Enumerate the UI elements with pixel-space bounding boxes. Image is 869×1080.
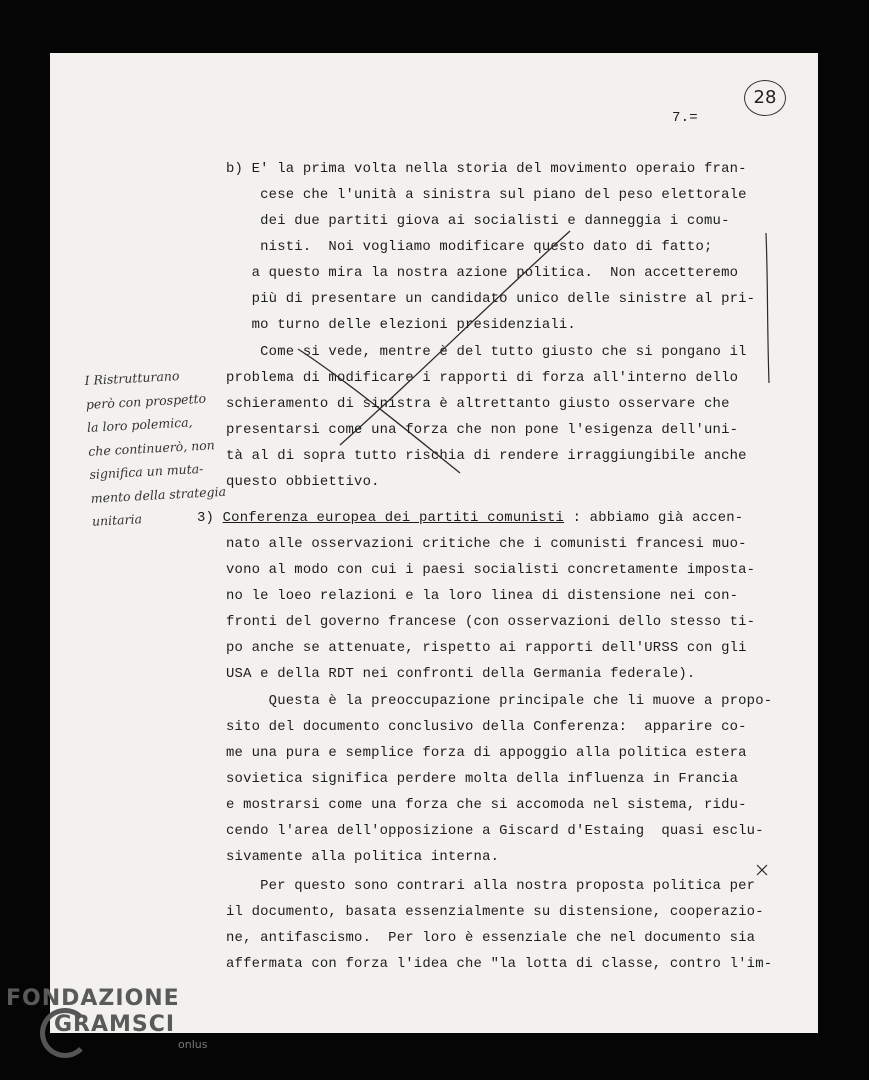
section-line: no le loeo relazioni e la loro linea di distensione nei con- (226, 588, 739, 604)
body-line: più di presentare un candidato unico delle sinistre al pri- (226, 291, 756, 307)
section-line: sivamente alla politica interna. (226, 849, 500, 865)
body-line: cese che l'unità a sinistra sul piano del peso elettorale (226, 187, 747, 203)
section-line: USA e della RDT nei confronti della Germania federale). (226, 666, 696, 682)
document-page (50, 53, 818, 1033)
body-line: Come si vede, mentre è del tutto giusto che si pongano il (226, 344, 747, 360)
section-line: po anche se attenuate, rispetto ai rapporti dell'URSS con gli (226, 640, 747, 656)
margin-note-line: significa un muta- (89, 460, 204, 482)
section-line: fronti del governo francese (con osservazioni dello stesso ti- (226, 614, 756, 630)
body-line: b) E' la prima volta nella storia del movimento operaio fran- (226, 161, 747, 177)
fondazione-gramsci-logo (6, 986, 207, 1051)
body-line: a questo mira la nostra azione politica. Non accetteremo (226, 265, 739, 281)
section-line: vono al modo con cui i paesi socialisti concretamente imposta- (226, 562, 756, 578)
section-line: nato alle osservazioni critiche che i comunisti francesi muo- (226, 536, 747, 552)
section-line: sito del documento conclusivo della Conferenza: apparire co- (226, 719, 747, 735)
section-line: me una pura e semplice forza di appoggio alla politica estera (226, 745, 747, 761)
handwritten-margin-note (84, 361, 242, 533)
section-line: Per questo sono contrari alla nostra proposta politica per (226, 878, 756, 894)
margin-note-line: però con prospetto (85, 390, 207, 412)
body-line: mo turno delle elezioni presidenziali. (226, 317, 576, 333)
section-line: affermata con forza l'idea che "la lotta di classe, contro l'im- (226, 956, 773, 972)
section-line: sovietica significa perdere molta della influenza in Francia (226, 771, 739, 787)
margin-note-line: mento della strategia (90, 483, 227, 506)
body-line: tà al di sopra tutto rischia di rendere irraggiungibile anche (226, 448, 747, 464)
section-heading-line (197, 505, 743, 531)
body-line: nisti. Noi vogliamo modificare questo dato di fatto; (226, 239, 713, 255)
body-line: dei due partiti giova ai socialisti e danneggia i comu- (226, 213, 730, 229)
archive-number: 28 (744, 80, 786, 116)
section-first-line-rest: : abbiamo già accen- (564, 510, 744, 526)
section-title: Conferenza europea dei partiti comunisti (222, 510, 565, 526)
section-line: ne, antifascismo. Per loro è essenziale che nel documento sia (226, 930, 756, 946)
margin-note-line: che continuerò, non (87, 436, 216, 459)
logo-line-2: GRAMSCI (54, 1012, 176, 1037)
section-line: Questa è la preoccupazione principale che li muove a propo- (226, 693, 773, 709)
strike-stroke (757, 865, 767, 875)
logo-g-icon (40, 1008, 90, 1058)
body-line: presentarsi come una forza che non pone l'esigenza dell'uni- (226, 422, 739, 438)
strike-stroke (766, 233, 769, 383)
margin-note-line: la loro polemica, (86, 414, 193, 435)
section-line: e mostrarsi come una forza che si accomoda nel sistema, ridu- (226, 797, 747, 813)
logo-line-1: FONDAZIONE (6, 986, 180, 1011)
margin-note-line: I Ristrutturano (84, 368, 180, 388)
body-line: questo obbiettivo. (226, 474, 380, 490)
body-line: schieramento di sinistra è altrettanto giusto osservare che (226, 396, 730, 412)
body-line: problema di modificare i rapporti di forza all'interno dello (226, 370, 739, 386)
logo-line-3: onlus (178, 1038, 208, 1051)
section-marker: 3) (197, 510, 215, 526)
section-line: il documento, basata essenzialmente su distensione, cooperazio- (226, 904, 764, 920)
margin-note-line: unitaria (91, 511, 143, 529)
section-line: cendo l'area dell'opposizione a Giscard d'Estaing quasi esclu- (226, 823, 764, 839)
page-number: 7.= (672, 110, 698, 126)
